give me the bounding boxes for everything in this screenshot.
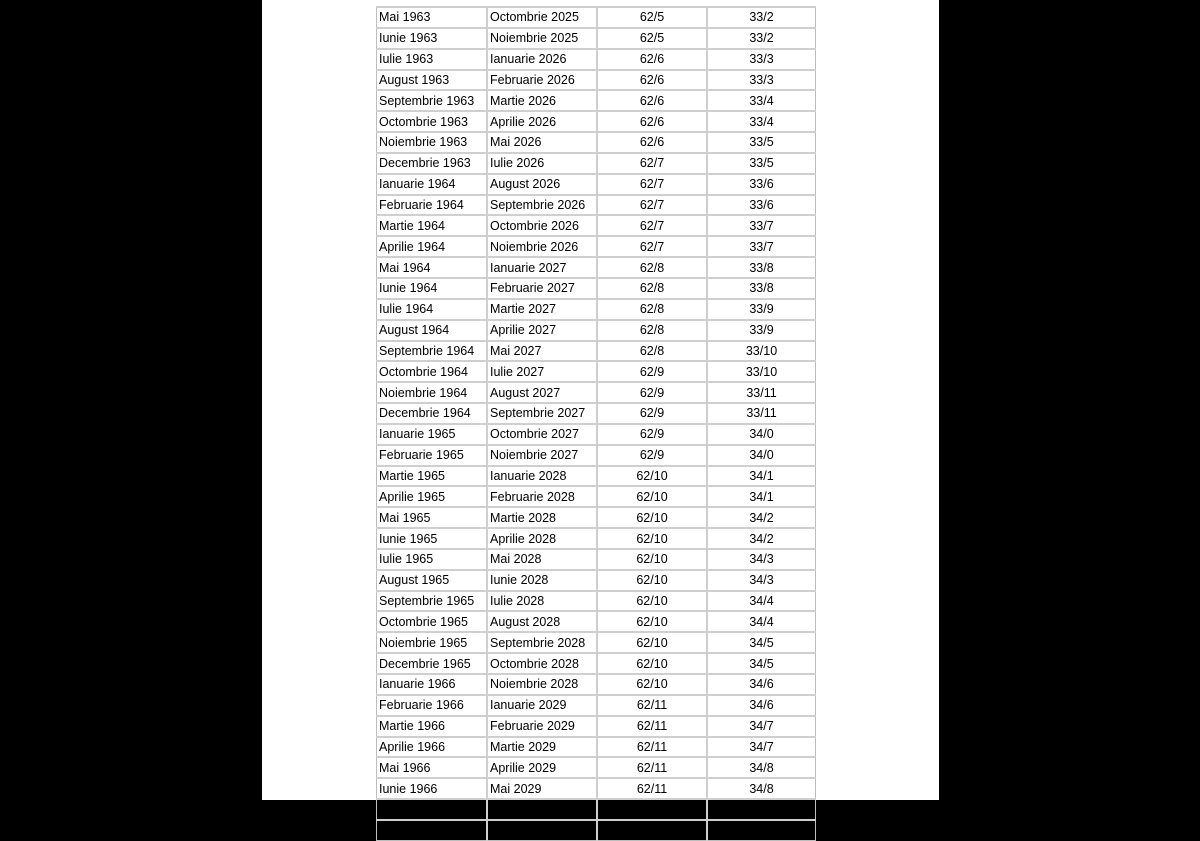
contribution-stage-cell: 33/8 [707,257,816,278]
contribution-stage-cell: 33/5 [707,153,816,174]
birth-date-cell: Ianuarie 1966 [377,674,488,695]
retirement-age-cell: 62/11 [597,757,707,778]
retirement-age-cell: 62/11 [597,820,707,840]
table-row [377,570,816,591]
retirement-date-cell: Septembrie 2027 [487,403,597,424]
retirement-age-cell: 62/9 [597,403,707,424]
contribution-stage-cell: 34/5 [707,632,816,653]
contribution-stage-cell: 33/10 [707,361,816,382]
retirement-age-cell: 62/9 [597,445,707,466]
table-row [377,403,816,424]
retirement-age-cell: 62/10 [597,674,707,695]
contribution-stage-cell: 33/8 [707,278,816,299]
retirement-date-cell: Aprilie 2027 [487,320,597,341]
table-row [377,695,816,716]
table-row [377,257,816,278]
birth-date-cell: Octombrie 1964 [377,361,488,382]
birth-date-cell: Iunie 1966 [377,778,488,799]
birth-date-cell: Iulie 1963 [377,49,488,70]
table-row [377,799,816,820]
retirement-date-cell: Aprilie 2029 [487,757,597,778]
table-row [377,778,816,799]
contribution-stage-cell: 33/7 [707,215,816,236]
birth-date-cell: August 1966 [377,820,488,840]
contribution-stage-cell: 34/3 [707,549,816,570]
table-row [377,111,816,132]
retirement-age-cell: 62/9 [597,361,707,382]
retirement-age-cell: 62/9 [597,382,707,403]
birth-date-cell: Iulie 1965 [377,549,488,570]
contribution-stage-cell: 33/7 [707,236,816,257]
table-row [377,445,816,466]
retirement-age-cell: 62/6 [597,132,707,153]
retirement-date-cell: Ianuarie 2026 [487,49,597,70]
retirement-age-cell: 62/7 [597,236,707,257]
table-row [377,674,816,695]
retirement-age-cell: 62/6 [597,90,707,111]
birth-date-cell: Mai 1966 [377,757,488,778]
birth-date-cell: Noiembrie 1963 [377,132,488,153]
retirement-age-cell: 62/11 [597,695,707,716]
birth-date-cell: Noiembrie 1965 [377,632,488,653]
birth-date-cell: Mai 1964 [377,257,488,278]
table-row [377,70,816,91]
birth-date-cell: Februarie 1966 [377,695,488,716]
retirement-age-cell: 62/10 [597,570,707,591]
birth-date-cell: Februarie 1964 [377,195,488,216]
birth-date-cell: Aprilie 1966 [377,737,488,758]
birth-date-cell: Aprilie 1964 [377,236,488,257]
birth-date-cell: Septembrie 1964 [377,341,488,362]
retirement-age-cell: 62/7 [597,174,707,195]
retirement-age-cell: 62/9 [597,424,707,445]
contribution-stage-cell: 34/9 [707,820,816,840]
table-row [377,486,816,507]
birth-date-cell: Octombrie 1965 [377,611,488,632]
contribution-stage-cell: 33/9 [707,299,816,320]
contribution-stage-cell: 33/5 [707,132,816,153]
contribution-stage-cell: 33/3 [707,49,816,70]
table-row [377,132,816,153]
contribution-stage-cell: 34/9 [707,799,816,820]
contribution-stage-cell: 33/11 [707,403,816,424]
birth-date-cell: Octombrie 1963 [377,111,488,132]
retirement-age-cell: 62/11 [597,716,707,737]
retirement-date-cell: Octombrie 2027 [487,424,597,445]
retirement-age-cell: 62/11 [597,799,707,820]
birth-date-cell: Decembrie 1963 [377,153,488,174]
table-row [377,653,816,674]
birth-date-cell: Iulie 1966 [377,799,488,820]
table-row [377,528,816,549]
contribution-stage-cell: 33/4 [707,111,816,132]
retirement-age-cell: 62/10 [597,549,707,570]
birth-date-cell: Decembrie 1965 [377,653,488,674]
birth-date-cell: Martie 1964 [377,215,488,236]
birth-date-cell: Decembrie 1964 [377,403,488,424]
retirement-age-cell: 62/11 [597,737,707,758]
retirement-date-cell: Iulie 2027 [487,361,597,382]
retirement-date-cell: Februarie 2027 [487,278,597,299]
retirement-date-cell: Mai 2026 [487,132,597,153]
retirement-date-cell: Iulie 2028 [487,591,597,612]
retirement-age-cell: 62/8 [597,341,707,362]
birth-date-cell: August 1964 [377,320,488,341]
table-body [377,7,816,840]
birth-date-cell: Septembrie 1965 [377,591,488,612]
contribution-stage-cell: 34/0 [707,424,816,445]
retirement-age-cell: 62/7 [597,195,707,216]
birth-date-cell: Aprilie 1965 [377,486,488,507]
table-row [377,466,816,487]
table-row [377,382,816,403]
table-row [377,278,816,299]
retirement-date-cell: Noiembrie 2025 [487,28,597,49]
contribution-stage-cell: 34/7 [707,737,816,758]
contribution-stage-cell: 33/2 [707,7,816,28]
table-row [377,591,816,612]
retirement-date-cell: August 2027 [487,382,597,403]
table-row [377,632,816,653]
birth-date-cell: Ianuarie 1964 [377,174,488,195]
contribution-stage-cell: 33/11 [707,382,816,403]
birth-date-cell: Iulie 1964 [377,299,488,320]
contribution-stage-cell: 34/7 [707,716,816,737]
retirement-date-cell: Februarie 2029 [487,716,597,737]
contribution-stage-cell: 33/2 [707,28,816,49]
retirement-date-cell: Februarie 2028 [487,486,597,507]
table-row [377,737,816,758]
retirement-date-cell: Octombrie 2026 [487,215,597,236]
retirement-date-cell: Octombrie 2028 [487,653,597,674]
retirement-date-cell: Iulie 2026 [487,153,597,174]
table-row [377,195,816,216]
table-row [377,299,816,320]
table-row [377,549,816,570]
contribution-stage-cell: 34/6 [707,674,816,695]
retirement-date-cell: Iunie 2029 [487,799,597,820]
retirement-age-cell: 62/5 [597,28,707,49]
table-row [377,153,816,174]
contribution-stage-cell: 33/10 [707,341,816,362]
birth-date-cell: Mai 1963 [377,7,488,28]
birth-date-cell: Martie 1965 [377,466,488,487]
retirement-date-cell: Iulie 2029 [487,820,597,840]
table-row [377,716,816,737]
retirement-age-cell: 62/7 [597,215,707,236]
retirement-date-cell: Martie 2027 [487,299,597,320]
retirement-date-cell: August 2028 [487,611,597,632]
contribution-stage-cell: 34/2 [707,528,816,549]
birth-date-cell: Iunie 1963 [377,28,488,49]
retirement-date-cell: Septembrie 2028 [487,632,597,653]
retirement-date-cell: Martie 2028 [487,507,597,528]
table-row [377,49,816,70]
contribution-stage-cell: 33/4 [707,90,816,111]
retirement-age-cell: 62/8 [597,299,707,320]
retirement-age-cell: 62/10 [597,653,707,674]
retirement-age-cell: 62/10 [597,632,707,653]
document-page [262,0,939,838]
birth-date-cell: Februarie 1965 [377,445,488,466]
table-row [377,361,816,382]
table-row [377,507,816,528]
retirement-date-cell: Iunie 2028 [487,570,597,591]
table-row [377,424,816,445]
contribution-stage-cell: 34/2 [707,507,816,528]
birth-date-cell: Ianuarie 1965 [377,424,488,445]
retirement-date-cell: Februarie 2026 [487,70,597,91]
retirement-date-cell: Noiembrie 2027 [487,445,597,466]
contribution-stage-cell: 34/6 [707,695,816,716]
retirement-age-cell: 62/8 [597,320,707,341]
birth-date-cell: Iunie 1964 [377,278,488,299]
birth-date-cell: Mai 1965 [377,507,488,528]
birth-date-cell: Noiembrie 1964 [377,382,488,403]
retirement-age-cell: 62/6 [597,70,707,91]
contribution-stage-cell: 34/1 [707,466,816,487]
contribution-stage-cell: 34/3 [707,570,816,591]
retirement-age-cell: 62/11 [597,778,707,799]
table-row [377,320,816,341]
retirement-age-cell: 62/6 [597,111,707,132]
retirement-date-cell: Aprilie 2026 [487,111,597,132]
table-row [377,820,816,840]
retirement-age-cell: 62/10 [597,466,707,487]
table-row [377,28,816,49]
retirement-age-cell: 62/10 [597,486,707,507]
table-row [377,341,816,362]
retirement-age-cell: 62/10 [597,528,707,549]
contribution-stage-cell: 33/6 [707,195,816,216]
retirement-age-cell: 62/8 [597,257,707,278]
table-row [377,215,816,236]
retirement-date-cell: Martie 2026 [487,90,597,111]
contribution-stage-cell: 34/1 [707,486,816,507]
retirement-date-cell: Aprilie 2028 [487,528,597,549]
contribution-stage-cell: 33/6 [707,174,816,195]
contribution-stage-cell: 34/0 [707,445,816,466]
contribution-stage-cell: 34/8 [707,757,816,778]
table-row [377,236,816,257]
table-row [377,90,816,111]
retirement-age-cell: 62/8 [597,278,707,299]
birth-date-cell: Martie 1966 [377,716,488,737]
table-row [377,174,816,195]
contribution-stage-cell: 33/3 [707,70,816,91]
table-row [377,611,816,632]
birth-date-cell: August 1965 [377,570,488,591]
contribution-stage-cell: 34/5 [707,653,816,674]
retirement-date-cell: Martie 2029 [487,737,597,758]
retirement-age-cell: 62/10 [597,591,707,612]
contribution-stage-cell: 33/9 [707,320,816,341]
retirement-age-cell: 62/6 [597,49,707,70]
birth-date-cell: Septembrie 1963 [377,90,488,111]
retirement-date-cell: Noiembrie 2028 [487,674,597,695]
retirement-date-cell: Mai 2027 [487,341,597,362]
retirement-age-cell: 62/5 [597,7,707,28]
table-row [377,7,816,28]
contribution-stage-cell: 34/4 [707,611,816,632]
retirement-date-cell: Ianuarie 2029 [487,695,597,716]
retirement-date-cell: Septembrie 2026 [487,195,597,216]
retirement-date-cell: August 2026 [487,174,597,195]
table-row [377,757,816,778]
retirement-date-cell: Noiembrie 2026 [487,236,597,257]
retirement-date-cell: Ianuarie 2028 [487,466,597,487]
retirement-date-cell: Ianuarie 2027 [487,257,597,278]
contribution-stage-cell: 34/4 [707,591,816,612]
contribution-stage-cell: 34/8 [707,778,816,799]
retirement-age-cell: 62/10 [597,507,707,528]
retirement-table [376,6,816,841]
retirement-date-cell: Mai 2029 [487,778,597,799]
birth-date-cell: Iunie 1965 [377,528,488,549]
retirement-age-cell: 62/7 [597,153,707,174]
retirement-date-cell: Octombrie 2025 [487,7,597,28]
retirement-date-cell: Mai 2028 [487,549,597,570]
retirement-age-cell: 62/10 [597,611,707,632]
birth-date-cell: August 1963 [377,70,488,91]
